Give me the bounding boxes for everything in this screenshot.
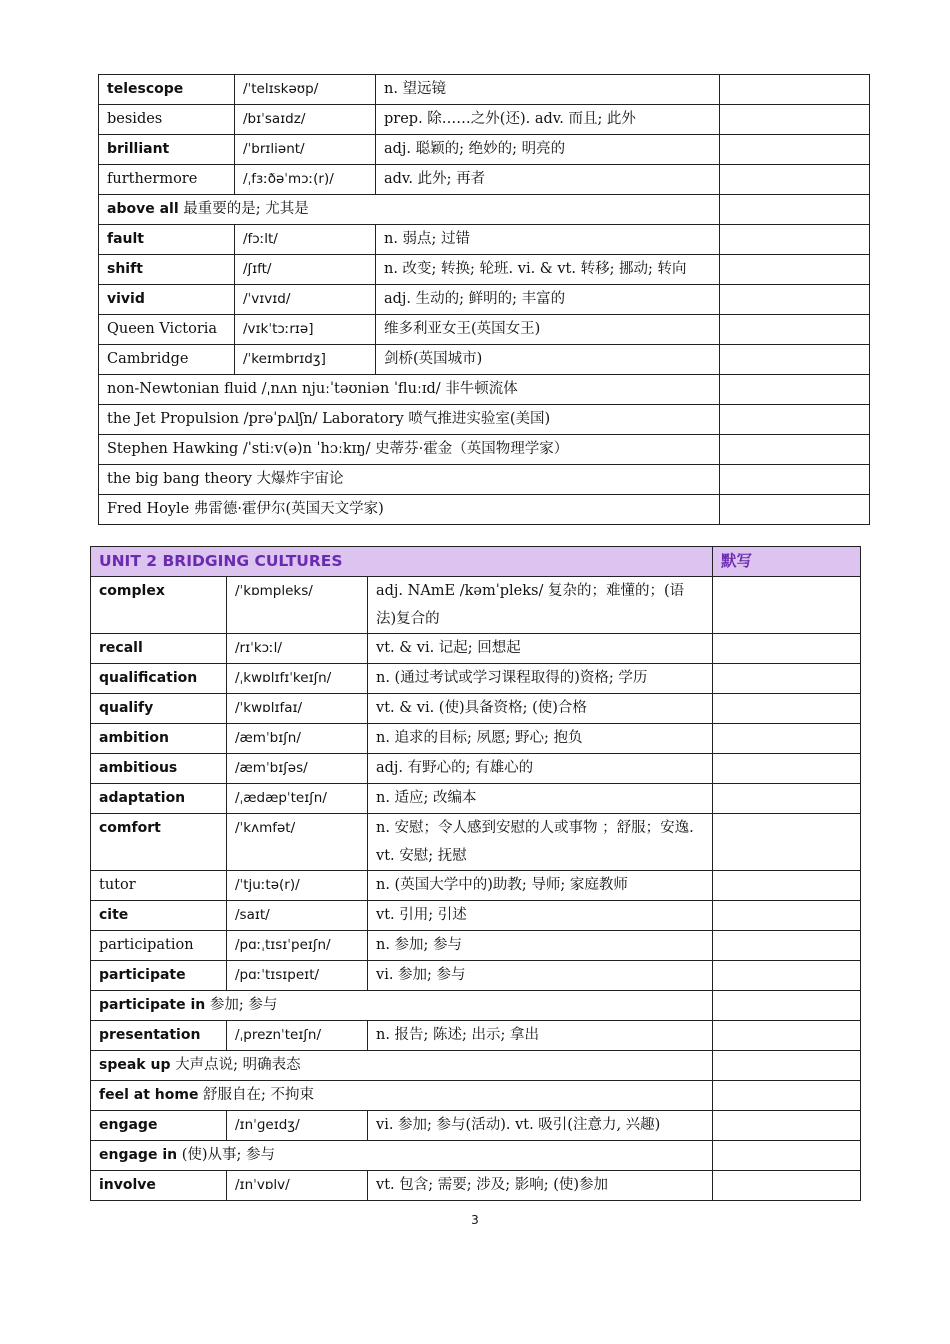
meaning-cell: n. (英国大学中的)助教; 导师; 家庭教师 bbox=[368, 871, 713, 901]
table-row bbox=[91, 991, 861, 1021]
table-row bbox=[99, 495, 870, 525]
phrase-term: the Jet Propulsion /prəˈpʌlʃn/ Laboratory 喷气推进实验室(美国) bbox=[107, 411, 551, 427]
table-row bbox=[91, 1141, 861, 1171]
dictation-blank-cell[interactable] bbox=[720, 255, 870, 285]
meaning-cell: n. 追求的目标; 夙愿; 野心; 抱负 bbox=[368, 724, 713, 754]
table-row bbox=[99, 435, 870, 465]
phonetic-cell: /pɑːˈtɪsɪpeɪt/ bbox=[227, 961, 368, 991]
dictation-blank-cell[interactable] bbox=[720, 165, 870, 195]
table-row bbox=[91, 1081, 861, 1111]
phonetic-cell: /ɪnˈvɒlv/ bbox=[227, 1171, 368, 1201]
phonetic-cell: /ˌædæpˈteɪʃn/ bbox=[227, 784, 368, 814]
word-cell: complex bbox=[91, 577, 227, 634]
meaning-cell: adv. 此外; 再者 bbox=[376, 165, 720, 195]
table-row bbox=[91, 871, 861, 901]
word-cell: fault bbox=[99, 225, 235, 255]
phonetic-cell: /pɑːˌtɪsɪˈpeɪʃn/ bbox=[227, 931, 368, 961]
table-row bbox=[91, 784, 861, 814]
phonetic-cell: /ɪnˈɡeɪdʒ/ bbox=[227, 1111, 368, 1141]
table-row bbox=[99, 285, 870, 315]
dictation-blank-cell[interactable] bbox=[713, 1021, 861, 1051]
phrase-cell bbox=[99, 495, 720, 525]
dictation-blank-cell[interactable] bbox=[713, 814, 861, 871]
dictation-blank-cell[interactable] bbox=[720, 495, 870, 525]
phrase-cell bbox=[91, 1051, 713, 1081]
phrase-term: feel at home bbox=[99, 1087, 199, 1103]
meaning-cell: vt. 引用; 引述 bbox=[368, 901, 713, 931]
meaning-cell: vi. 参加; 参与(活动). vt. 吸引(注意力, 兴趣) bbox=[368, 1111, 713, 1141]
phrase-cell bbox=[99, 435, 720, 465]
dictation-blank-cell[interactable] bbox=[713, 871, 861, 901]
table-row bbox=[91, 1111, 861, 1141]
phrase-term: Fred Hoyle 弗雷德·霍伊尔(英国天文学家) bbox=[107, 501, 384, 517]
meaning-cell: n. 望远镜 bbox=[376, 75, 720, 105]
table-row bbox=[91, 634, 861, 664]
table-row bbox=[99, 165, 870, 195]
table-row bbox=[99, 255, 870, 285]
table-row bbox=[99, 375, 870, 405]
word-cell: vivid bbox=[99, 285, 235, 315]
phrase-term: engage in bbox=[99, 1147, 178, 1163]
table-row bbox=[91, 961, 861, 991]
phrase-cell bbox=[99, 405, 720, 435]
phonetic-cell: /rɪˈkɔːl/ bbox=[227, 634, 368, 664]
dictation-blank-cell[interactable] bbox=[713, 1081, 861, 1111]
phrase-cell bbox=[91, 1081, 713, 1111]
dictation-blank-cell[interactable] bbox=[713, 694, 861, 724]
page-number: 3 bbox=[471, 1213, 479, 1227]
table-row bbox=[99, 315, 870, 345]
word-cell: ambition bbox=[91, 724, 227, 754]
dictation-blank-cell[interactable] bbox=[713, 634, 861, 664]
phonetic-cell: /ˈtjuːtə(r)/ bbox=[227, 871, 368, 901]
dictation-blank-cell[interactable] bbox=[720, 375, 870, 405]
phrase-term: speak up bbox=[99, 1057, 171, 1073]
meaning-cell: n. 改变; 转换; 轮班. vi. & vt. 转移; 挪动; 转向 bbox=[376, 255, 720, 285]
dictation-blank-cell[interactable] bbox=[720, 405, 870, 435]
dictation-blank-cell[interactable] bbox=[713, 961, 861, 991]
phonetic-cell: /æmˈbɪʃəs/ bbox=[227, 754, 368, 784]
dictation-header: 默写 bbox=[713, 547, 861, 577]
dictation-blank-cell[interactable] bbox=[713, 1141, 861, 1171]
dictation-blank-cell[interactable] bbox=[713, 784, 861, 814]
word-cell: qualification bbox=[91, 664, 227, 694]
phrase-term: participate in bbox=[99, 997, 206, 1013]
meaning-cell: vt. & vi. 记起; 回想起 bbox=[368, 634, 713, 664]
word-cell: cite bbox=[91, 901, 227, 931]
unit-title: UNIT 2 BRIDGING CULTURES bbox=[91, 547, 713, 577]
dictation-blank-cell[interactable] bbox=[720, 195, 870, 225]
phonetic-cell: /ˌpreznˈteɪʃn/ bbox=[227, 1021, 368, 1051]
meaning-cell: n. 安慰；令人感到安慰的人或事物 ；舒服；安逸. vt. 安慰; 抚慰 bbox=[368, 814, 713, 871]
phonetic-cell: /ˈkeɪmbrɪdʒ] bbox=[235, 345, 376, 375]
table-row bbox=[91, 1021, 861, 1051]
meaning-cell: n. 弱点; 过错 bbox=[376, 225, 720, 255]
phonetic-cell: /ˈkʌmfət/ bbox=[227, 814, 368, 871]
phrase-term: above all bbox=[107, 201, 179, 217]
dictation-blank-cell[interactable] bbox=[713, 664, 861, 694]
phonetic-cell: /ˈtelɪskəʊp/ bbox=[235, 75, 376, 105]
table-row bbox=[91, 814, 861, 871]
phonetic-cell: /ʃɪft/ bbox=[235, 255, 376, 285]
dictation-blank-cell[interactable] bbox=[720, 435, 870, 465]
unit-header-row bbox=[91, 547, 861, 577]
word-cell: ambitious bbox=[91, 754, 227, 784]
table-row bbox=[99, 135, 870, 165]
phrase-meaning: 最重要的是; 尤其是 bbox=[178, 201, 309, 217]
dictation-blank-cell[interactable] bbox=[720, 225, 870, 255]
phonetic-cell: /ˈbrɪliənt/ bbox=[235, 135, 376, 165]
meaning-cell: adj. NAmE /kəmˈpleks/ 复杂的；难懂的；(语法)复合的 bbox=[368, 577, 713, 634]
phonetic-cell: /ˈkwɒlɪfaɪ/ bbox=[227, 694, 368, 724]
dictation-blank-cell[interactable] bbox=[720, 135, 870, 165]
word-cell: tutor bbox=[91, 871, 227, 901]
table-row bbox=[91, 931, 861, 961]
table-row bbox=[91, 724, 861, 754]
word-cell: engage bbox=[91, 1111, 227, 1141]
phrase-meaning: 参加; 参与 bbox=[205, 997, 278, 1013]
table-row bbox=[99, 465, 870, 495]
word-cell: presentation bbox=[91, 1021, 227, 1051]
table-row bbox=[99, 405, 870, 435]
table-row bbox=[91, 664, 861, 694]
dictation-blank-cell[interactable] bbox=[720, 285, 870, 315]
phonetic-cell: /saɪt/ bbox=[227, 901, 368, 931]
table-row bbox=[99, 225, 870, 255]
meaning-cell: adj. 聪颖的; 绝妙的; 明亮的 bbox=[376, 135, 720, 165]
phonetic-cell: /ˌfɜːðəˈmɔː(r)/ bbox=[235, 165, 376, 195]
table-row bbox=[91, 1171, 861, 1201]
phrase-cell bbox=[99, 375, 720, 405]
phonetic-cell: /fɔːlt/ bbox=[235, 225, 376, 255]
word-cell: qualify bbox=[91, 694, 227, 724]
phrase-term: non-Newtonian fluid /ˌnʌn njuːˈtəʊniən ˈfluːɪd/ 非牛顿流体 bbox=[107, 381, 518, 397]
dictation-blank-cell[interactable] bbox=[720, 315, 870, 345]
dictation-blank-cell[interactable] bbox=[720, 465, 870, 495]
phrase-meaning: 大声点说; 明确表态 bbox=[170, 1057, 301, 1073]
phonetic-cell: /ˈvɪvɪd/ bbox=[235, 285, 376, 315]
word-cell: brilliant bbox=[99, 135, 235, 165]
dictation-blank-cell[interactable] bbox=[713, 991, 861, 1021]
meaning-cell: prep. 除……之外(还). adv. 而且; 此外 bbox=[376, 105, 720, 135]
dictation-blank-cell[interactable] bbox=[713, 754, 861, 784]
table-row bbox=[91, 694, 861, 724]
meaning-cell: adj. 有野心的; 有雄心的 bbox=[368, 754, 713, 784]
table-row bbox=[91, 577, 861, 634]
word-cell: adaptation bbox=[91, 784, 227, 814]
dictation-blank-cell[interactable] bbox=[713, 1051, 861, 1081]
word-cell: Queen Victoria bbox=[99, 315, 235, 345]
meaning-cell: 维多利亚女王(英国女王) bbox=[376, 315, 720, 345]
word-cell: Cambridge bbox=[99, 345, 235, 375]
word-cell: shift bbox=[99, 255, 235, 285]
phrase-meaning: 舒服自在; 不拘束 bbox=[198, 1087, 315, 1103]
table-row bbox=[99, 195, 870, 225]
vocab-table-unit1 bbox=[98, 74, 870, 525]
phrase-cell bbox=[91, 991, 713, 1021]
table-row bbox=[91, 1051, 861, 1081]
word-cell: besides bbox=[99, 105, 235, 135]
phonetic-cell: /vɪkˈtɔːrɪə] bbox=[235, 315, 376, 345]
dictation-blank-cell[interactable] bbox=[713, 1171, 861, 1201]
word-cell: participation bbox=[91, 931, 227, 961]
vocab-table-unit2 bbox=[90, 546, 861, 1201]
phrase-meaning: (使)从事; 参与 bbox=[177, 1147, 276, 1163]
meaning-cell: vt. & vi. (使)具备资格; (使)合格 bbox=[368, 694, 713, 724]
word-cell: recall bbox=[91, 634, 227, 664]
word-cell: involve bbox=[91, 1171, 227, 1201]
meaning-cell: vt. 包含; 需要; 涉及; 影响; (使)参加 bbox=[368, 1171, 713, 1201]
table-row bbox=[91, 901, 861, 931]
phonetic-cell: /ˈkɒmpleks/ bbox=[227, 577, 368, 634]
word-cell: telescope bbox=[99, 75, 235, 105]
phrase-cell bbox=[99, 465, 720, 495]
dictation-blank-cell[interactable] bbox=[713, 901, 861, 931]
table-row bbox=[99, 345, 870, 375]
meaning-cell: n. 报告; 陈述; 出示; 拿出 bbox=[368, 1021, 713, 1051]
dictation-blank-cell[interactable] bbox=[720, 105, 870, 135]
meaning-cell: 剑桥(英国城市) bbox=[376, 345, 720, 375]
table-row bbox=[91, 754, 861, 784]
phonetic-cell: /ˌkwɒlɪfɪˈkeɪʃn/ bbox=[227, 664, 368, 694]
phrase-cell bbox=[99, 195, 720, 225]
phrase-term: Stephen Hawking /ˈstiːv(ə)n ˈhɔːkɪŋ/ 史蒂芬·霍金（英国物理学家） bbox=[107, 441, 569, 457]
meaning-cell: n. (通过考试或学习课程取得的)资格; 学历 bbox=[368, 664, 713, 694]
dictation-blank-cell[interactable] bbox=[713, 931, 861, 961]
dictation-blank-cell[interactable] bbox=[720, 345, 870, 375]
meaning-cell: n. 适应; 改编本 bbox=[368, 784, 713, 814]
meaning-cell: adj. 生动的; 鲜明的; 丰富的 bbox=[376, 285, 720, 315]
meaning-cell: vi. 参加; 参与 bbox=[368, 961, 713, 991]
dictation-blank-cell[interactable] bbox=[713, 724, 861, 754]
dictation-blank-cell[interactable] bbox=[713, 1111, 861, 1141]
phrase-term: the big bang theory 大爆炸宇宙论 bbox=[107, 471, 344, 487]
dictation-blank-cell[interactable] bbox=[720, 75, 870, 105]
word-cell: furthermore bbox=[99, 165, 235, 195]
dictation-blank-cell[interactable] bbox=[713, 577, 861, 634]
table-row bbox=[99, 105, 870, 135]
phonetic-cell: /bɪˈsaɪdz/ bbox=[235, 105, 376, 135]
word-cell: comfort bbox=[91, 814, 227, 871]
meaning-cell: n. 参加; 参与 bbox=[368, 931, 713, 961]
word-cell: participate bbox=[91, 961, 227, 991]
phrase-cell bbox=[91, 1141, 713, 1171]
phonetic-cell: /æmˈbɪʃn/ bbox=[227, 724, 368, 754]
table-row bbox=[99, 75, 870, 105]
